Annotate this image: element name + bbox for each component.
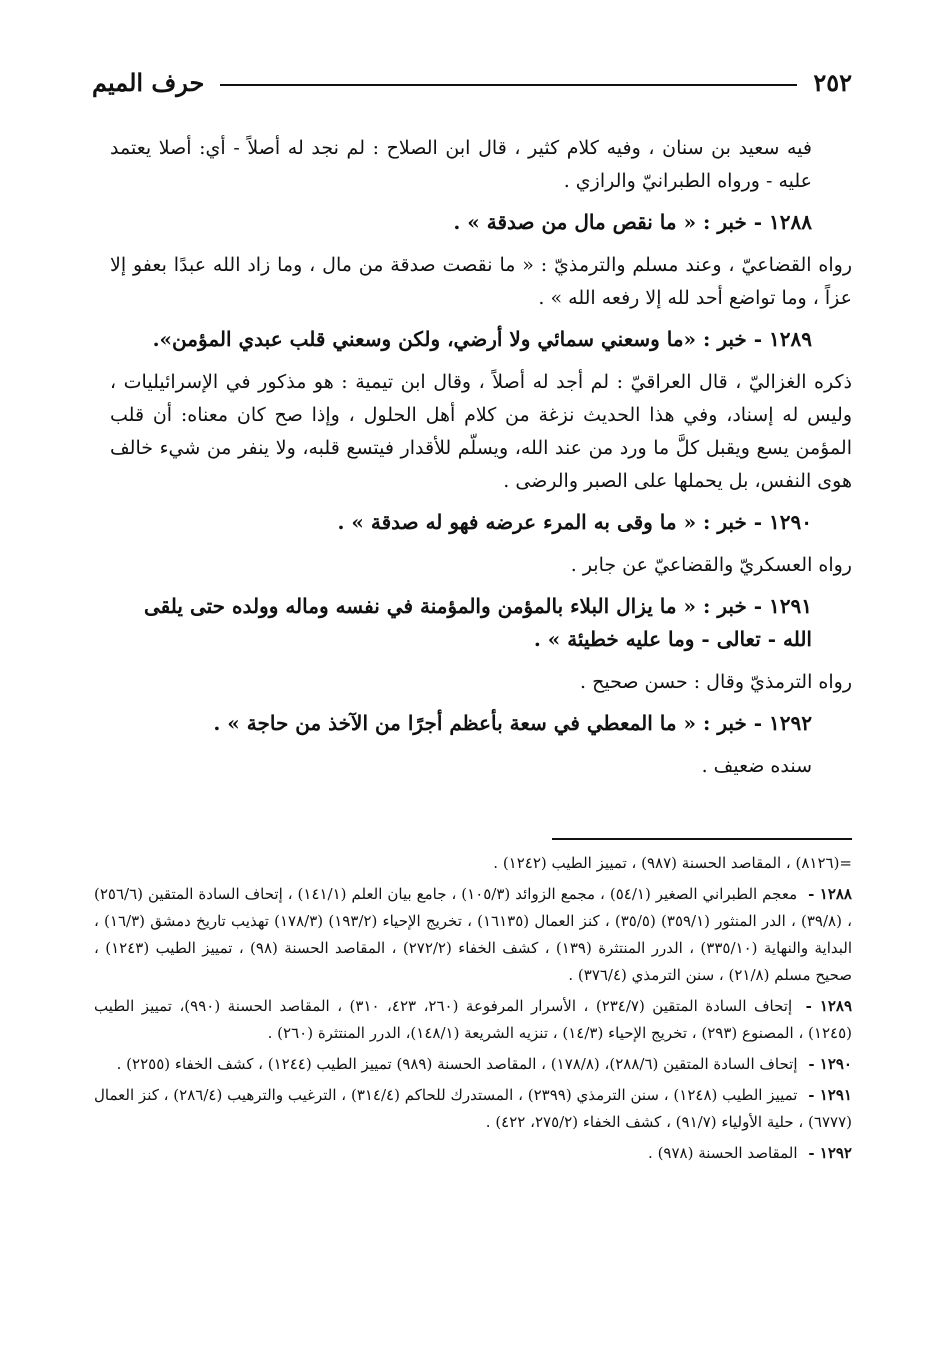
footnote-text: إتحاف السادة المتقين (٢٣٤/٧) ، الأسرار المرفوعة (٢٦٠، ٤٢٣، ٣١٠) ، المقاصد الحسنة (٩٩٠)، تمييز الطيب (١٢٤٥) ، المصنوع (٢٩٣) ، تخريج الإحياء (١٤/٣) ، تنزيه الشريعة (١٤٨/١)، الدرر المنتثرة (٢٦٠) . <box>94 997 852 1042</box>
commentary-1288: رواه القضاعيّ ، وعند مسلم والترمذيّ : « ما نقصت صدقة من مال ، وما زاد الله عبدًا بعفو إلا عزاً ، وما تواضع أحد لله إلا رفعه الله » . <box>110 254 852 309</box>
hadith-1288: ١٢٨٨ - خبر : « ما نقص مال من صدقة » . <box>453 210 812 234</box>
hadith-1290: ١٢٩٠ - خبر : « ما وقى به المرء عرضه فهو له صدقة » . <box>337 510 812 534</box>
footnote-text: معجم الطبراني الصغير (٥٤/١) ، مجمع الزوائد (١٠٥/٣) ، جامع بيان العلم (١٤١/١) ، إتحاف السادة المتقين (٢٥٦/٦) ، (٣٩/٨) ، الدر المنثور (٣٥٩/١) (٣٥/٥) ، كنز العمال (١٦١٣٥) ، تخريج الإحياء (١٩٣/٢) (١٧٨/٣) تهذيب تاريخ دمشق (١٦/٣) ، البداية والنهاية (٣٣٥/١٠) ، الدرر المنتثرة (١٣٩) ، كشف الخفاء (٢٧٢/٢) ، المقاصد الحسنة (٩٨) ، تمييز الطيب (١٢٤٣) ، صحيح مسلم (٢١/٨) ، سنن الترمذي (٣٧٦/٤) . <box>94 885 853 984</box>
footnote-text: المقاصد الحسنة (٩٧٨) . <box>648 1144 798 1162</box>
chapter-title: حرف الميم <box>92 67 205 97</box>
footnote-1292 <box>94 1140 852 1167</box>
commentary-1289: ذكره الغزاليّ ، قال العراقيّ : لم أجد له أصلاً ، وقال ابن تيمية : هو مذكور في الإسرائيليات ، وليس له إسناد، وفي هذا الحديث نزغة من كلام أهل الحلول ، وإذا صح كان معناه: أن قلب المؤمن يسع ويقبل كلَّ ما ورد من عند الله، ويسلّم للأقدار فيتسع قلبه، ولا ينفر من شيء خالف هوى النفس، بل يحملها على الصبر والرضى . <box>110 371 852 492</box>
footnotes <box>94 850 852 1171</box>
hadith-1291: ١٢٩١ - خبر : « ما يزال البلاء بالمؤمن والمؤمنة في نفسه وماله وولده حتى يلقى الله - تعالى - وما عليه خطيئة » . <box>144 594 812 651</box>
hadith-1289: ١٢٨٩ - خبر : «ما وسعني سمائي ولا أرضي، ولكن وسعني قلب عبدي المؤمن». <box>152 327 812 351</box>
footnote-1290 <box>94 1051 852 1078</box>
main-text <box>110 132 852 791</box>
footnote-1291 <box>94 1082 852 1136</box>
page-header <box>92 62 852 102</box>
footnote-separator <box>552 838 852 840</box>
footnote-1289 <box>94 993 852 1047</box>
footnote-1288 <box>94 881 852 989</box>
footnote-continuation <box>94 850 852 877</box>
commentary-1292: سنده ضعيف . <box>701 755 812 777</box>
footnote-text: تمييز الطيب (١٢٤٨) ، سنن الترمذي (٢٣٩٩) ، المستدرك للحاكم (٣١٤/٤) ، الترغيب والترهيب (٢٨٦/٤) ، كنز العمال (٦٧٧٧) ، حلية الأولياء (٩١/٧) ، كشف الخفاء (٢٧٥/٢، ٤٢٢) . <box>94 1086 852 1131</box>
commentary-1291: رواه الترمذيّ وقال : حسن صحيح . <box>580 671 852 693</box>
footnote-number: ١٢٩٢ - <box>808 1144 852 1162</box>
paragraph-intro: فيه سعيد بن سنان ، وفيه كلام كثير ، قال ابن الصلاح : لم نجد له أصلاً - أي: أصلا يعتمد عليه - ورواه الطبرانيّ والرازي . <box>110 137 812 192</box>
footnote-number: ١٢٩١ - <box>808 1086 852 1104</box>
footnote-number: ١٢٩٠ - <box>808 1055 852 1073</box>
footnote-number: ١٢٨٨ - <box>808 885 852 903</box>
footnote-number: ١٢٨٩ - <box>805 997 853 1015</box>
header-rule <box>220 84 797 86</box>
hadith-1292: ١٢٩٢ - خبر : « ما المعطي في سعة بأعظم أجرًا من الآخذ من حاجة » . <box>213 711 812 735</box>
commentary-1290: رواه العسكريّ والقضاعيّ عن جابر . <box>570 554 852 576</box>
footnote-text: =(٨١٢٦) ، المقاصد الحسنة (٩٨٧) ، تمييز الطيب (١٢٤٢) . <box>493 854 852 872</box>
footnote-text: إتحاف السادة المتقين (٢٨٨/٦)، (١٧٨/٨) ، المقاصد الحسنة (٩٨٩) تمييز الطيب (١٢٤٤) ، كشف الخفاء (٢٢٥٥) . <box>116 1055 798 1073</box>
page-number: ٢٥٢ <box>813 67 852 97</box>
